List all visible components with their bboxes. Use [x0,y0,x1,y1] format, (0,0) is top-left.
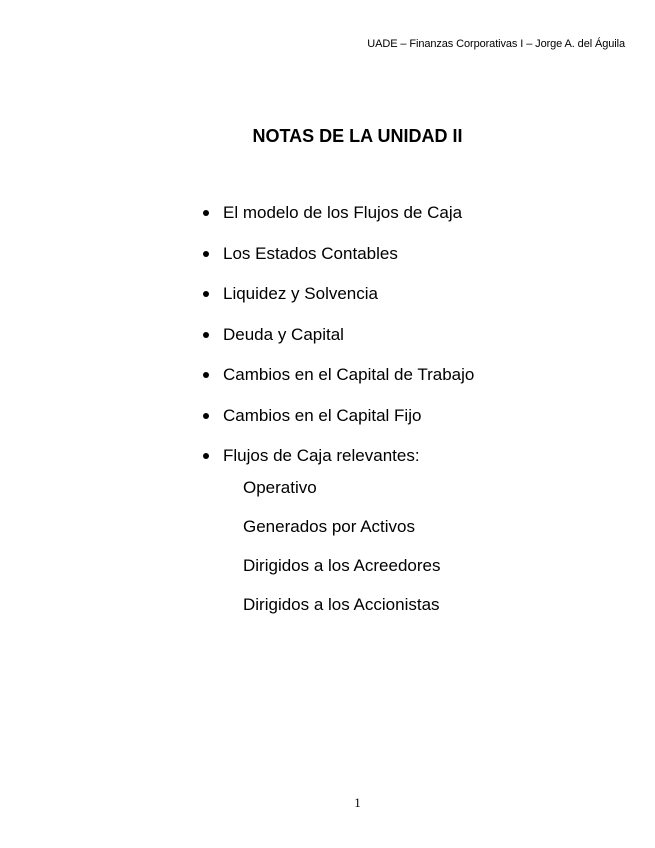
list-item-label: Los Estados Contables [223,243,398,263]
sub-list-item: Dirigidos a los Acreedores [243,556,441,575]
bullet-icon [203,332,209,338]
list-item-label: Flujos de Caja relevantes: [223,446,420,466]
sub-list-item: Operativo [243,478,317,497]
topic-list [203,193,474,477]
bullet-icon [203,453,209,459]
list-item-label: Liquidez y Solvencia [223,284,378,304]
bullet-icon [203,210,209,216]
page-header: UADE – Finanzas Corporativas I – Jorge A. del Águila [367,38,625,50]
bullet-icon [203,291,209,297]
bullet-icon [203,251,209,257]
sub-list-item: Dirigidos a los Accionistas [243,595,440,614]
list-item-label: El modelo de los Flujos de Caja [223,203,463,223]
list-item-label: Deuda y Capital [223,324,344,344]
list-item [203,234,474,275]
bullet-icon [203,372,209,378]
list-item [203,396,474,437]
list-item [203,315,474,356]
list-item [203,436,474,477]
list-item-label: Cambios en el Capital Fijo [223,405,422,425]
sub-list-item: Generados por Activos [243,517,415,536]
page-title: NOTAS DE LA UNIDAD II [252,126,463,146]
bullet-icon [203,413,209,419]
list-item [203,355,474,396]
cash-flow-sub-list [243,476,440,632]
list-item-label: Cambios en el Capital de Trabajo [223,365,475,385]
list-item [203,274,474,315]
list-item [203,193,474,234]
page-number: 1 [354,795,361,810]
